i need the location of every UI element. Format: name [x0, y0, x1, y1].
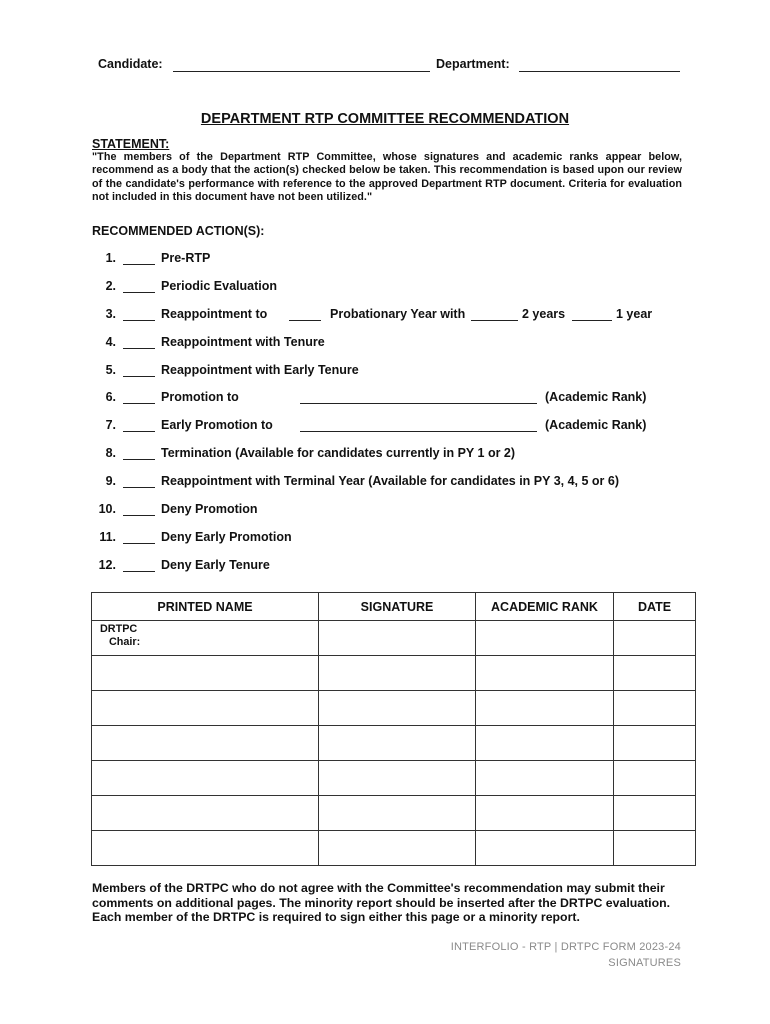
- action-item: [0, 446, 770, 464]
- two-years-label: 2 years: [522, 307, 566, 321]
- action-number: 4.: [105, 335, 116, 349]
- signature-table: [91, 592, 696, 866]
- action-number: 1.: [105, 251, 116, 265]
- statement-text: "The members of the Department RTP Committee, whose signatures and academic ranks appear below, recommend as a body that the action(s) checked below be taken. This recommendation is based upon our review of the candidate's performance with reference to the approved Department RTP document. Criteria for evaluation not included in this document have not been utilized.": [92, 151, 682, 204]
- one-year-blank[interactable]: [572, 320, 612, 321]
- one-year-label: 1 year: [616, 307, 653, 321]
- action-checkbox-blank[interactable]: [123, 348, 155, 349]
- action-checkbox-blank[interactable]: [123, 376, 155, 377]
- action-number: 9.: [105, 474, 116, 488]
- rank-label: (Academic Rank): [545, 418, 647, 432]
- column-header-academic-rank: ACADEMIC RANK: [476, 593, 614, 621]
- page-footer: [451, 940, 681, 971]
- table-row: [92, 691, 696, 726]
- name-cell[interactable]: [92, 796, 319, 831]
- name-cell[interactable]: [92, 691, 319, 726]
- rank-cell[interactable]: [476, 761, 614, 796]
- action-label: Reappointment to: [161, 307, 268, 321]
- signature-cell[interactable]: [319, 656, 476, 691]
- minority-report-note: Members of the DRTPC who do not agree with the Committee's recommendation may submit their comments on additional pages. The minority report should be inserted after the DRTPC evaluation. Each member of the DRTPC is required to sign either this page or a minority report.: [92, 881, 671, 925]
- action-checkbox-blank[interactable]: [123, 571, 155, 572]
- action-number: 3.: [105, 307, 116, 321]
- page-title: DEPARTMENT RTP COMMITTEE RECOMMENDATION: [200, 111, 570, 127]
- action-checkbox-blank[interactable]: [123, 292, 155, 293]
- action-checkbox-blank[interactable]: [123, 515, 155, 516]
- action-item: [0, 251, 770, 269]
- signature-cell[interactable]: [319, 726, 476, 761]
- table-row: [92, 726, 696, 761]
- action-checkbox-blank[interactable]: [123, 543, 155, 544]
- action-item: [0, 530, 770, 548]
- action-item: [0, 307, 770, 325]
- rank-cell[interactable]: [476, 656, 614, 691]
- column-header-signature: SIGNATURE: [319, 593, 476, 621]
- action-number: 5.: [105, 363, 116, 377]
- action-item: [0, 502, 770, 520]
- action-number: 10.: [98, 502, 116, 516]
- date-cell[interactable]: [614, 621, 696, 656]
- action-item: [0, 558, 770, 576]
- name-cell[interactable]: [92, 761, 319, 796]
- signature-cell[interactable]: [319, 796, 476, 831]
- action-checkbox-blank[interactable]: [123, 403, 155, 404]
- rank-blank[interactable]: [300, 431, 537, 432]
- action-checkbox-blank[interactable]: [123, 320, 155, 321]
- action-checkbox-blank[interactable]: [123, 431, 155, 432]
- name-cell[interactable]: [92, 656, 319, 691]
- signature-cell[interactable]: [319, 831, 476, 866]
- rank-cell[interactable]: [476, 726, 614, 761]
- signature-cell[interactable]: [319, 621, 476, 656]
- action-number: 2.: [105, 279, 116, 293]
- action-item: [0, 390, 770, 408]
- table-header-row: [92, 593, 696, 621]
- action-label: Deny Early Promotion: [161, 530, 292, 544]
- recommended-actions-label: RECOMMENDED ACTION(S):: [92, 224, 265, 238]
- table-row: [92, 831, 696, 866]
- chair-label-line1: DRTPC: [100, 623, 138, 635]
- action-label: Deny Early Tenure: [161, 558, 270, 572]
- department-field[interactable]: [519, 71, 680, 72]
- column-header-date: DATE: [614, 593, 696, 621]
- action-item: [0, 474, 770, 492]
- action-item: [0, 279, 770, 297]
- action-number: 12.: [98, 558, 116, 572]
- chair-label: [92, 621, 318, 649]
- rank-cell[interactable]: [476, 621, 614, 656]
- action-item: [0, 363, 770, 381]
- date-cell[interactable]: [614, 761, 696, 796]
- date-cell[interactable]: [614, 726, 696, 761]
- name-cell[interactable]: [92, 726, 319, 761]
- action-label: Reappointment with Terminal Year (Available for candidates in PY 3, 4, 5 or 6): [161, 474, 620, 488]
- action-label: Promotion to: [161, 390, 239, 404]
- action-item: [0, 335, 770, 353]
- candidate-field[interactable]: [173, 71, 430, 72]
- chair-label-line2: Chair:: [109, 636, 141, 648]
- action-label: Early Promotion to: [161, 418, 273, 432]
- name-cell[interactable]: [92, 831, 319, 866]
- action-checkbox-blank[interactable]: [123, 264, 155, 265]
- candidate-label: Candidate:: [98, 57, 163, 71]
- table-row: [92, 621, 696, 656]
- rank-cell[interactable]: [476, 796, 614, 831]
- statement-label: STATEMENT:: [92, 137, 170, 151]
- action-label: Deny Promotion: [161, 502, 258, 516]
- footer-line2: SIGNATURES: [608, 956, 681, 969]
- date-cell[interactable]: [614, 831, 696, 866]
- department-label: Department:: [436, 57, 510, 71]
- action-number: 8.: [105, 446, 116, 460]
- action-number: 11.: [99, 530, 116, 544]
- table-row: [92, 761, 696, 796]
- rank-cell[interactable]: [476, 831, 614, 866]
- action-item: [0, 418, 770, 436]
- action-label: Termination (Available for candidates currently in PY 1 or 2): [161, 446, 516, 460]
- action-label: Reappointment with Early Tenure: [161, 363, 359, 377]
- action-label: Reappointment with Tenure: [161, 335, 325, 349]
- action-label: Periodic Evaluation: [161, 279, 278, 293]
- action-number: 7.: [105, 418, 116, 432]
- rank-blank[interactable]: [300, 403, 537, 404]
- date-cell[interactable]: [614, 656, 696, 691]
- table-row: [92, 656, 696, 691]
- signature-cell[interactable]: [319, 761, 476, 796]
- action-checkbox-blank[interactable]: [123, 459, 155, 460]
- column-header-printed-name: PRINTED NAME: [92, 593, 319, 621]
- two-years-blank[interactable]: [471, 320, 518, 321]
- probationary-label: Probationary Year with: [330, 307, 466, 321]
- date-cell[interactable]: [614, 796, 696, 831]
- action-checkbox-blank[interactable]: [123, 487, 155, 488]
- action-label: Pre-RTP: [161, 251, 211, 265]
- rank-cell[interactable]: [476, 691, 614, 726]
- date-cell[interactable]: [614, 691, 696, 726]
- action-number: 6.: [105, 390, 116, 404]
- table-row: [92, 796, 696, 831]
- probationary-blank[interactable]: [289, 320, 321, 321]
- rank-label: (Academic Rank): [545, 390, 647, 404]
- signature-cell[interactable]: [319, 691, 476, 726]
- chair-name-cell[interactable]: [92, 621, 319, 656]
- footer-line1: INTERFOLIO - RTP | DRTPC FORM 2023-24: [450, 941, 681, 953]
